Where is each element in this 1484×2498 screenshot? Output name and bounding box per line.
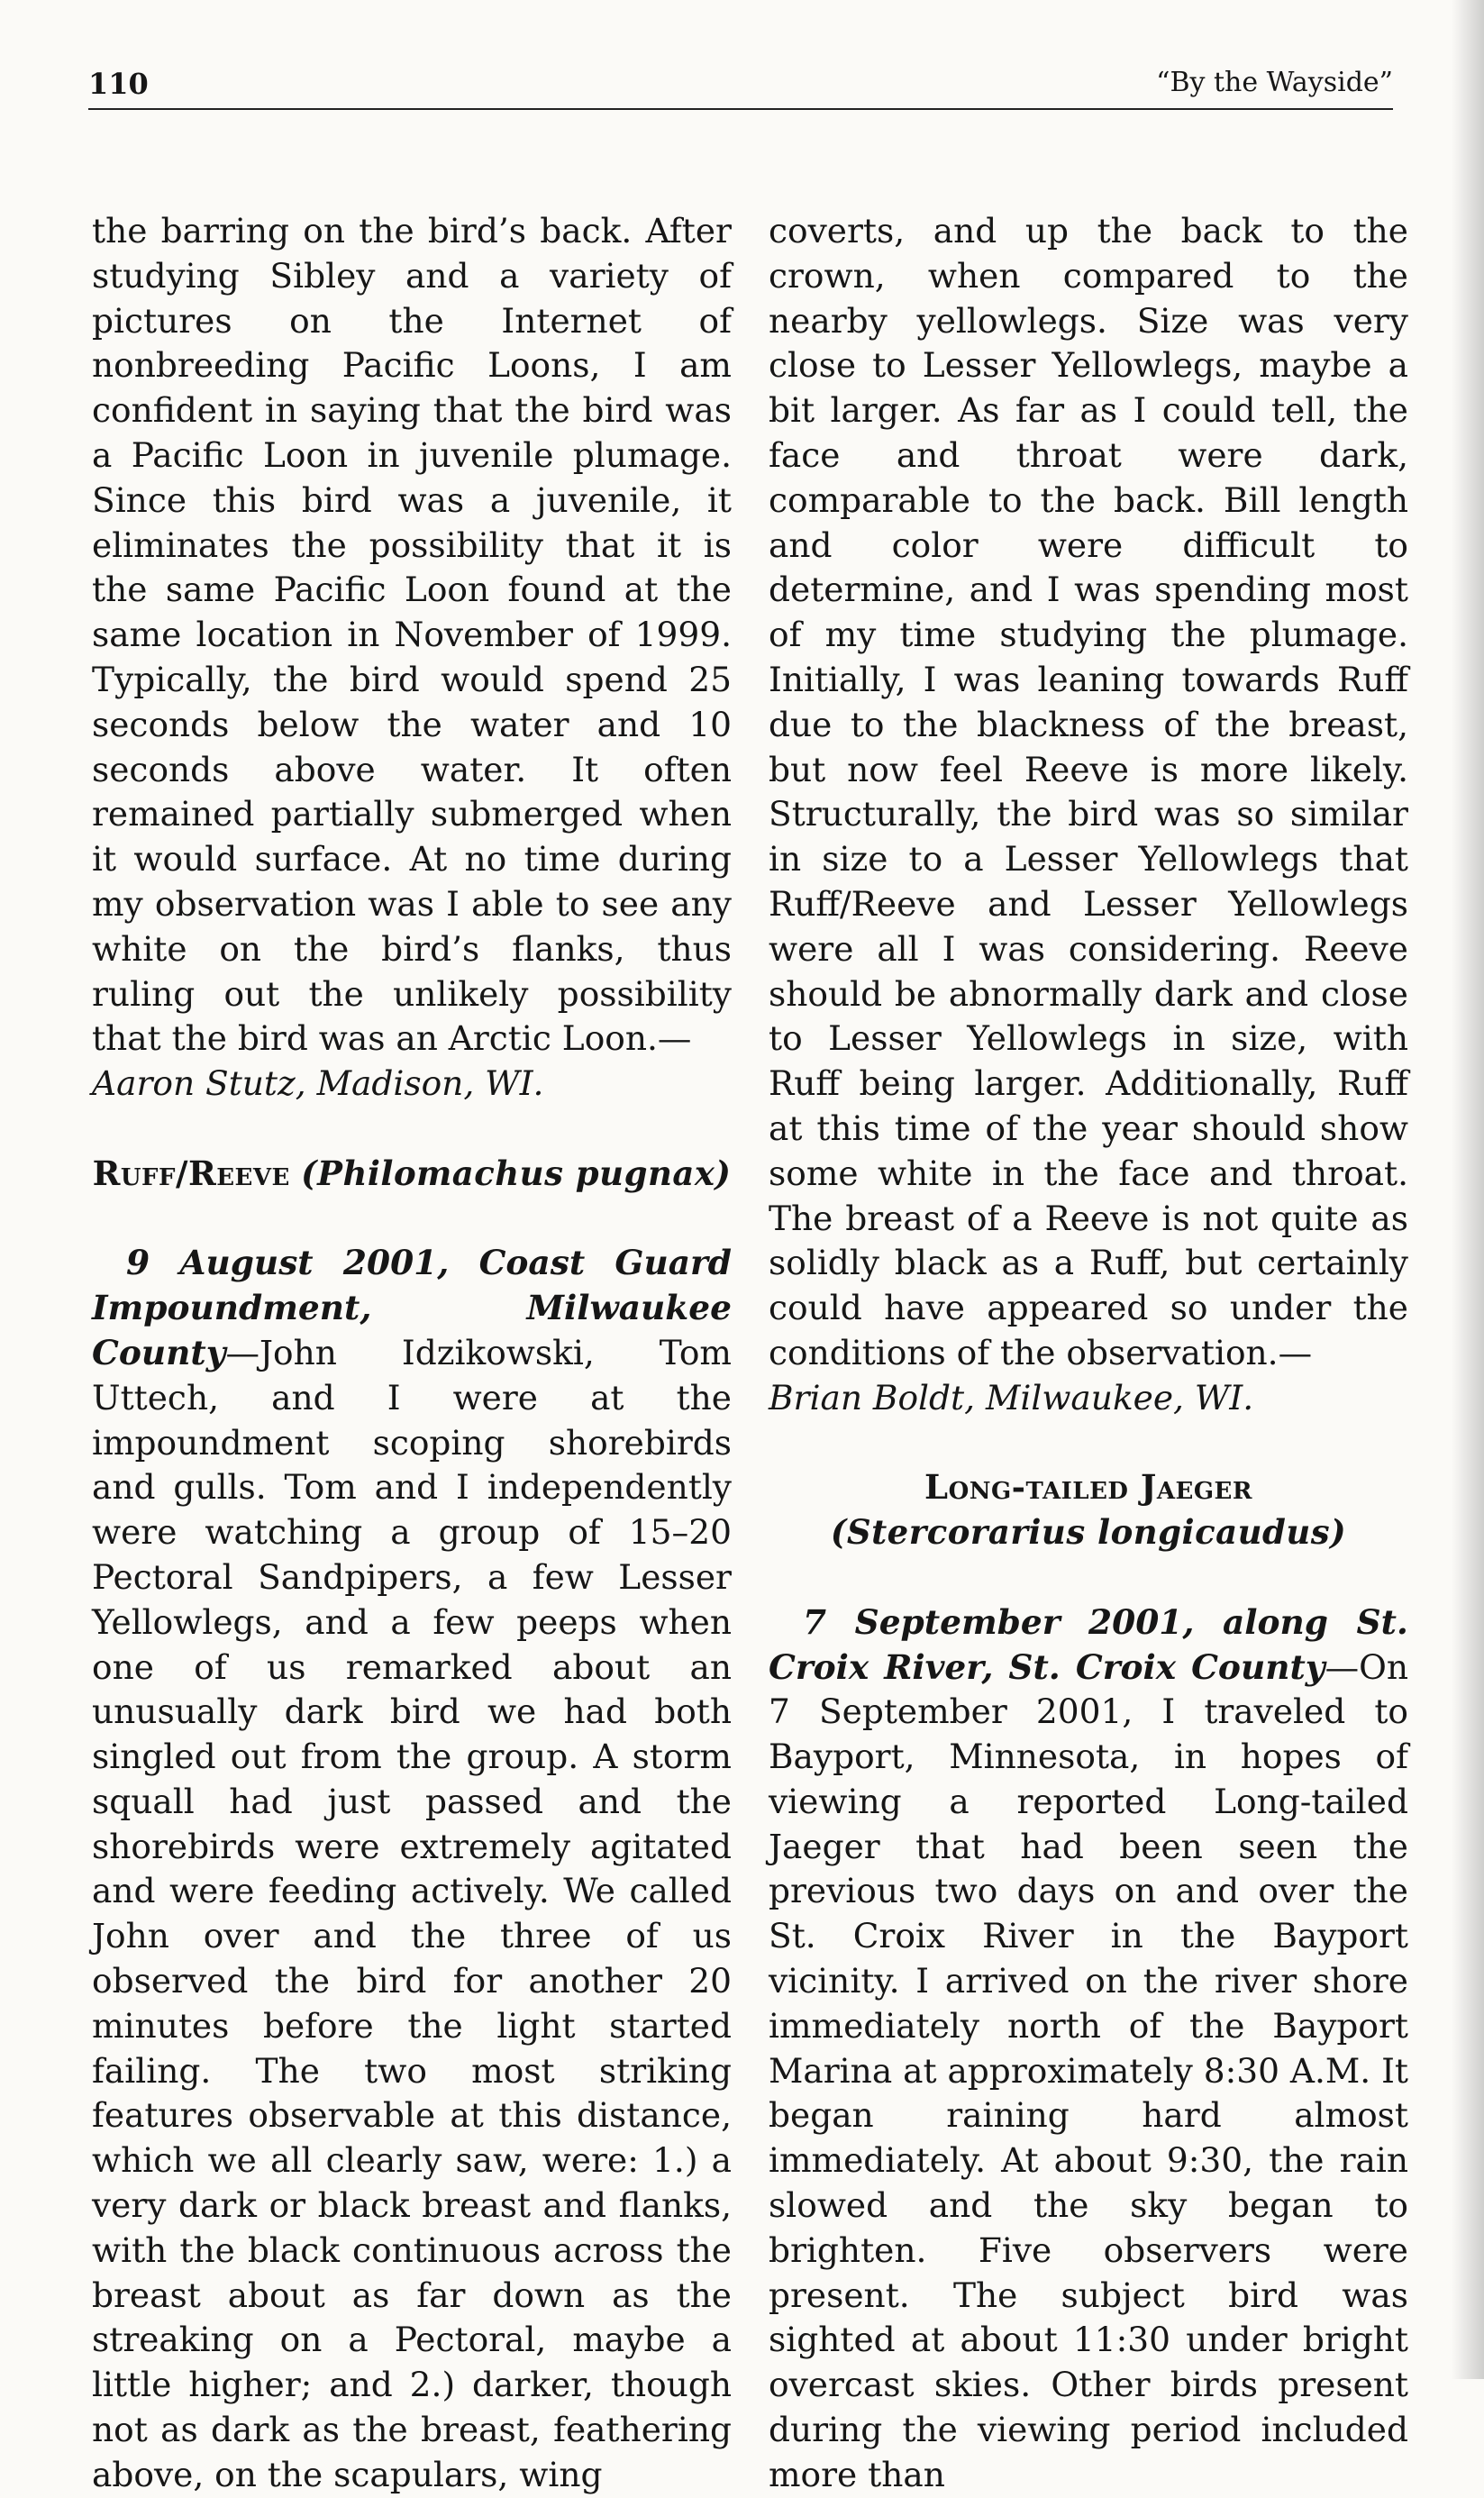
observer-signature: Brian Boldt, Milwaukee, WI.: [769, 1377, 1254, 1418]
species-latin-name: (Stercorarius longicaudus): [830, 1512, 1347, 1553]
observer-signature: Aaron Stutz, Madison, WI.: [92, 1063, 544, 1104]
pacific-loon-report-ending: [92, 209, 732, 1107]
ruff-report-text: —John Idzikowski, Tom Uttech, and I were at the impoundment scoping shorebirds and gulls. Tom and I independently were watching a group of 15–20 Pectoral Sandpipers, a few Lesser Yellowlegs, and a few peeps when one of us remarked about an unusually dark bird we had both singled out from the group. A storm squall had just passed and the shorebirds were extremely agitated and were feeding actively. We called John over and the three of us observed the bird for another 20 minutes before the light started failing. The two most striking features observable at this distance, which we all clearly saw, were: 1.) a very dark or black breast and flanks, with the black continuous across the breast about as far down as the streaking on a Pectoral, maybe a little higher; and 2.) darker, though not as dark as the breast, feathering above, on the scapulars, wing: [92, 1332, 732, 2494]
species-name: Long-tailed Jaeger: [924, 1467, 1252, 1508]
page-edge-shadow: [1452, 0, 1484, 2379]
jaeger-report-text: —On 7 September 2001, I traveled to Bayport, Minnesota, in hopes of viewing a reported Long-tailed Jaeger that had been seen the previous two days on and over the St. Croix River in the Bayport vicinity. I arrived on the river shore immediately north of the Bayport Marina at approximately 8:30 A.M. It began raining hard almost immediately. At about 9:30, the rain slowed and the sky began to brighten. Five observers were present. The subject bird was sighted at about 11:30 under bright overcast skies. Other birds present during the viewing period included more than: [769, 1646, 1408, 2494]
ruff-report: [92, 1241, 732, 2497]
left-column: [92, 209, 732, 2498]
report-date-location: 7 September 2001, along St. Croix River, St. Croix County: [769, 1601, 1408, 1687]
right-column: [769, 209, 1408, 2498]
pacific-loon-text: the barring on the bird’s back. After studying Sibley and a variety of pictures on the Internet of nonbreeding Pacific Loons, I am confident in saying that the bird was a Pacific Loon in juvenile plumage. Since this bird was a juvenile, it eliminates the possibility that it is the same Pacific Loon found at the same location in November of 1999. Typically, the bird would spend 25 seconds below the water and 10 seconds above water. It often remained partially submerged when it would surface. At no time during my observation was I able to see any white on the bird’s flanks, thus ruling out the unlikely possibility that the bird was an Arctic Loon.—: [92, 211, 732, 1059]
ruff-report-continued: [769, 209, 1408, 1421]
species-heading-ruff: [92, 1152, 732, 1197]
page-header: [88, 67, 1393, 106]
ruff-continued-text: coverts, and up the back to the crown, when compared to the nearby yellowlegs. Size was very close to Lesser Yellowlegs, maybe a bit larger. As far as I could tell, the face and throat were dark, comparable to the back. Bill length and color were difficult to determine, and I was spending most of my time studying the plumage. Initially, I was leaning towards Ruff due to the blackness of the breast, but now feel Reeve is more likely. Structurally, the bird was so similar in size to a Lesser Yellowlegs that Ruff/Reeve and Lesser Yellowlegs were all I was considering. Reeve should be abnormally dark and close to Lesser Yellowlegs in size, with Ruff being larger. Additionally, Ruff at this time of the year should show some white in the face and throat. The breast of a Reeve is not quite as solidly black as a Ruff, but certainly could have appeared so under the conditions of the observation.—: [769, 211, 1408, 1372]
running-head: “By the Wayside”: [1156, 67, 1393, 98]
species-name: Ruff/Reeve: [92, 1153, 290, 1193]
species-heading-jaeger: [769, 1465, 1408, 1555]
jaeger-report: [769, 1600, 1408, 2498]
header-rule: [88, 108, 1393, 110]
species-latin-name: (Philomachus pugnax): [301, 1153, 732, 1193]
page-number: 110: [88, 67, 149, 101]
report-date-location: 9 August 2001, Coast Guard Impoundment, Milwaukee County: [92, 1243, 732, 1372]
